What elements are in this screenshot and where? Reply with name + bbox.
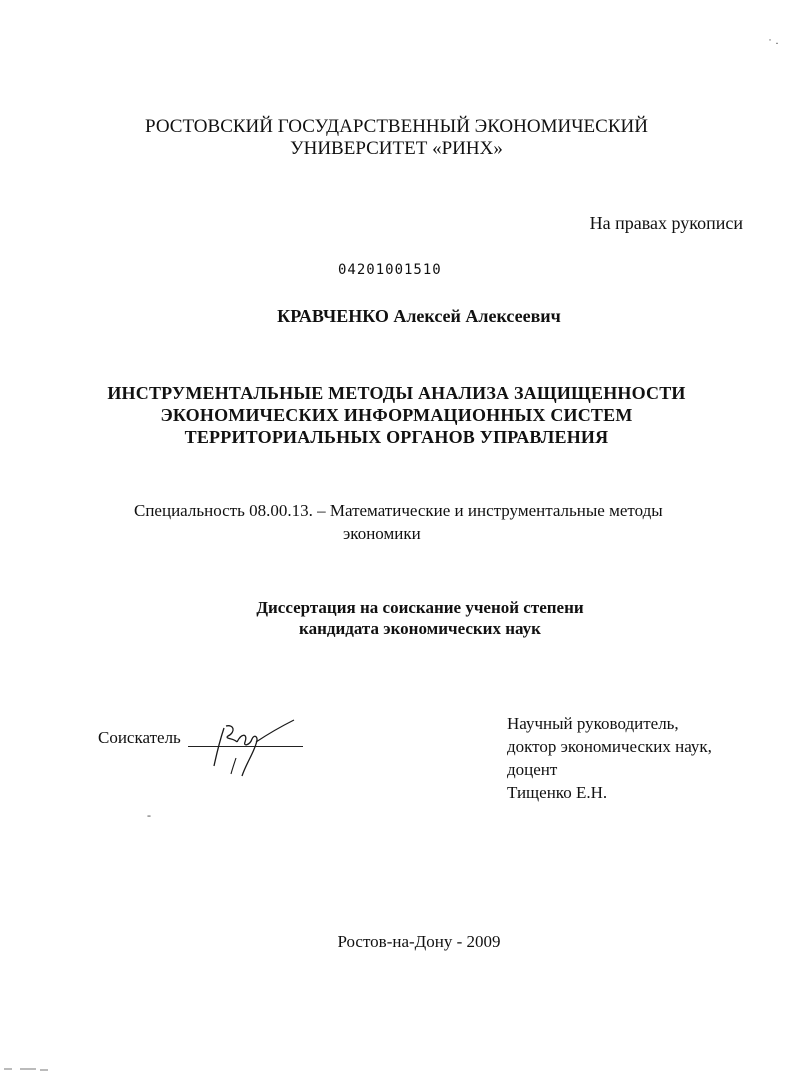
advisor-line4: Тищенко Е.Н. <box>507 783 608 802</box>
title-line2: ЭКОНОМИЧЕСКИХ ИНФОРМАЦИОННЫХ СИСТЕМ <box>160 405 633 425</box>
specialty-line2: экономики <box>343 524 421 543</box>
scan-mark: ˙ · <box>768 36 779 50</box>
scan-artifact <box>2 1066 52 1072</box>
degree-statement <box>0 597 793 639</box>
scientific-advisor <box>507 712 712 804</box>
advisor-line3: доцент <box>507 760 558 779</box>
university-name <box>0 116 793 160</box>
degree-line2: кандидата экономических наук <box>299 619 541 638</box>
dissertation-title <box>0 382 793 448</box>
manuscript-note: На правах рукописи <box>589 213 743 233</box>
university-name-line1: РОСТОВСКИЙ ГОСУДАРСТВЕННЫЙ ЭКОНОМИЧЕСКИЙ <box>145 116 648 137</box>
university-name-line2: УНИВЕРСИТЕТ «РИНХ» <box>290 138 503 159</box>
specialty-line1: Специальность 08.00.13. – Математические и инструментальные методы <box>134 501 663 520</box>
advisor-line2: доктор экономических наук, <box>507 737 712 756</box>
title-line1: ИНСТРУМЕНТАЛЬНЫЕ МЕТОДЫ АНАЛИЗА ЗАЩИЩЕННОСТИ <box>107 383 686 403</box>
scan-mark-dash: - <box>147 808 151 822</box>
document-code: 04201001510 <box>338 262 442 278</box>
advisor-line1: Научный руководитель, <box>507 714 679 733</box>
city-year: Ростов-на-Дону - 2009 <box>337 932 501 951</box>
applicant-label: Соискатель <box>98 728 181 747</box>
signature-image <box>190 712 310 784</box>
degree-line1: Диссертация на соискание ученой степени <box>256 598 584 617</box>
title-line3: ТЕРРИТОРИАЛЬНЫХ ОРГАНОВ УПРАВЛЕНИЯ <box>184 427 609 447</box>
author-name: КРАВЧЕНКО Алексей Алексеевич <box>277 306 561 326</box>
